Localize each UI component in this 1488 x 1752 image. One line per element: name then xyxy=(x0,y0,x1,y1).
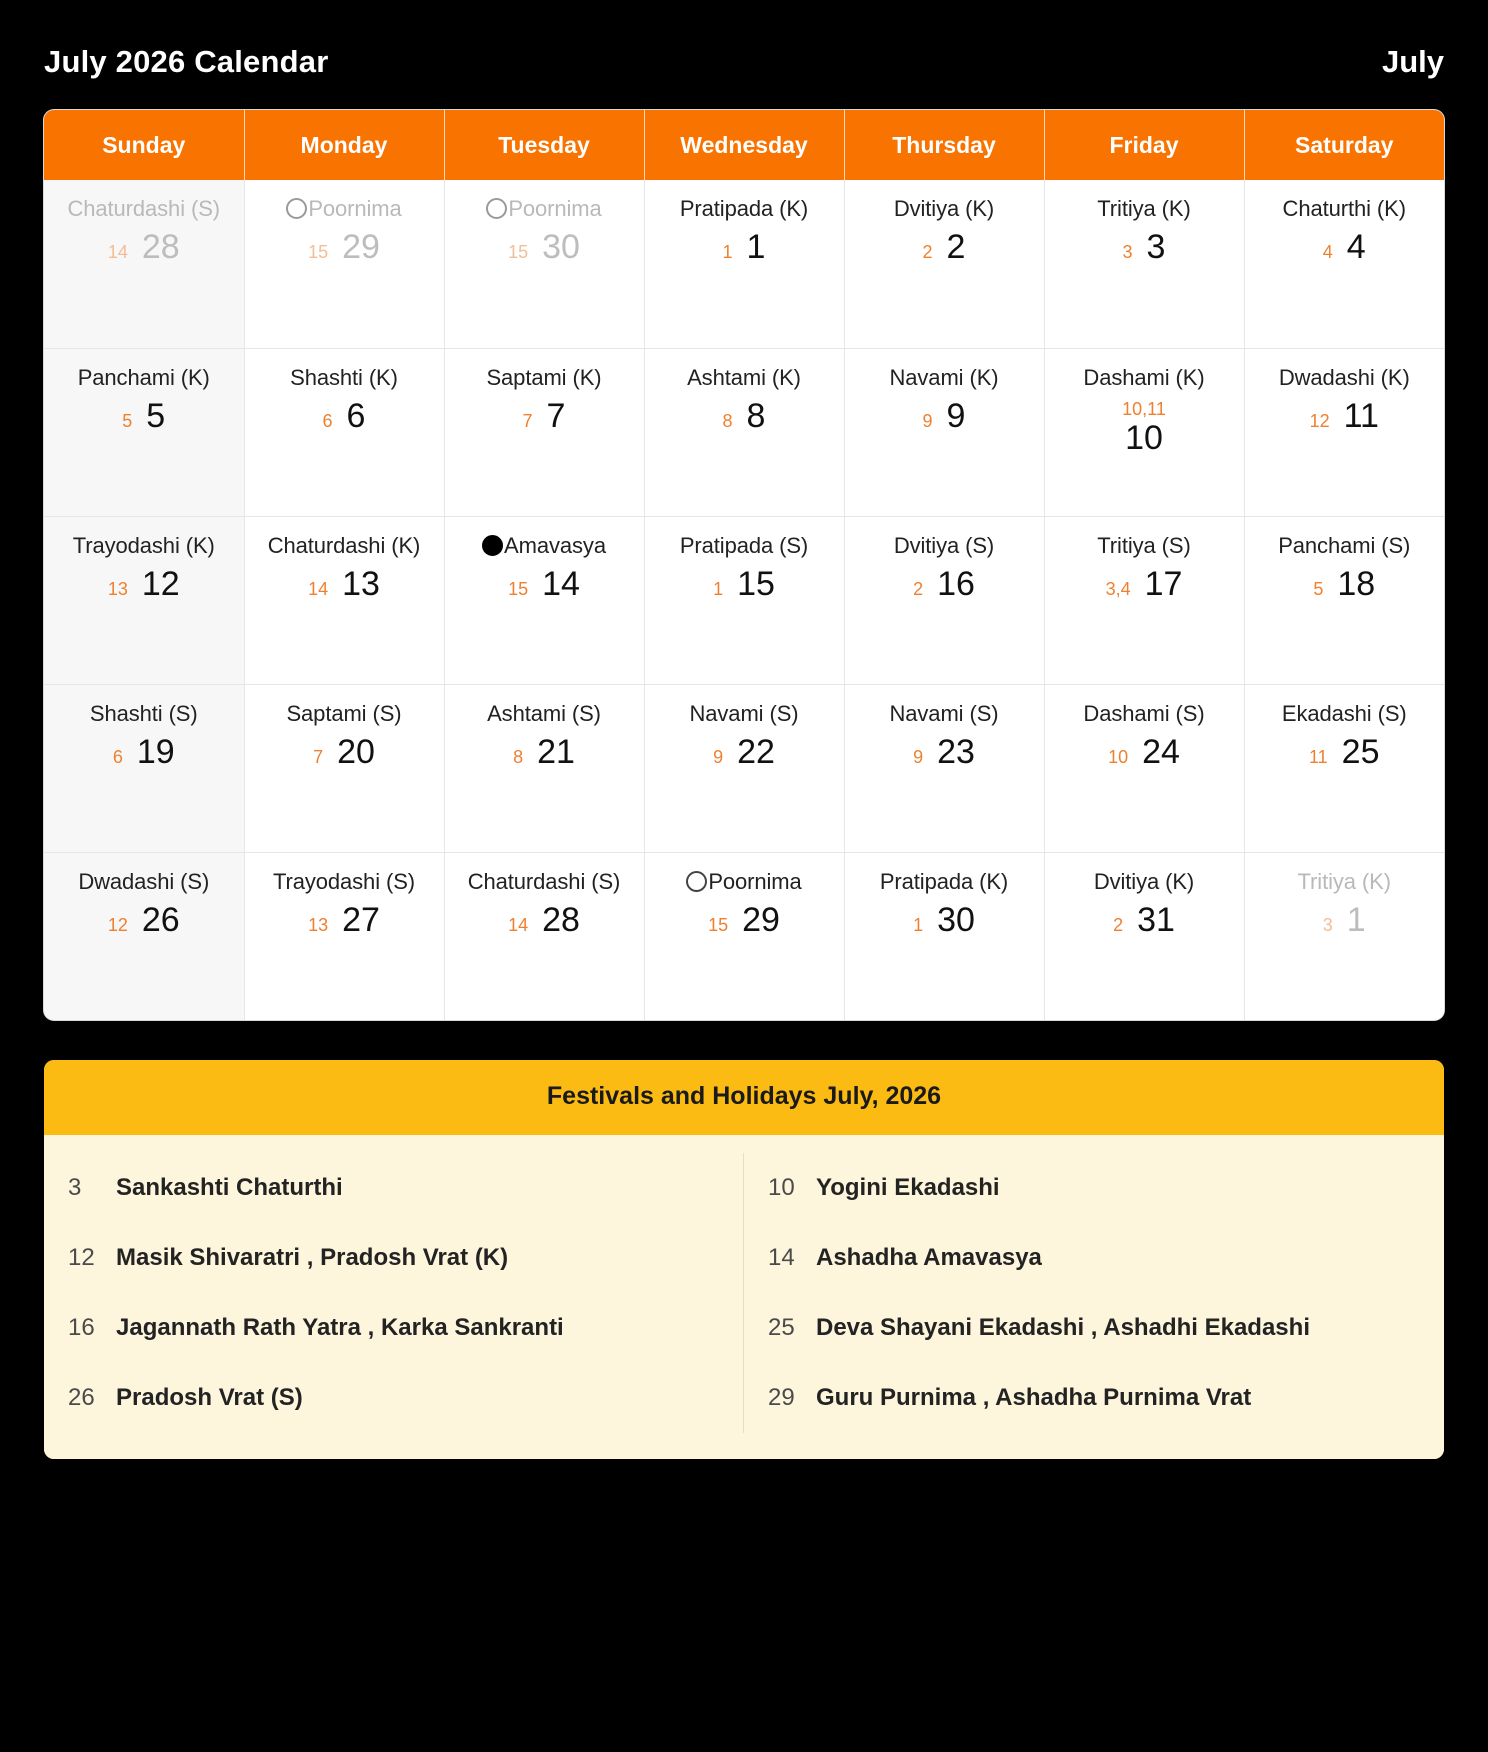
tithi-number: 9 xyxy=(713,746,724,767)
calendar-day-cell[interactable] xyxy=(644,516,844,684)
festival-list-item[interactable] xyxy=(68,1363,721,1433)
festival-date: 29 xyxy=(768,1384,795,1412)
tithi-label xyxy=(1057,363,1232,392)
tithi-text: Dashami (K) xyxy=(1083,364,1205,390)
tithi-label xyxy=(457,867,632,896)
calendar-week-row xyxy=(44,516,1444,684)
tithi-number: 10,11 xyxy=(1122,398,1166,419)
tithi-label xyxy=(1257,699,1433,728)
tithi-label xyxy=(1057,699,1232,728)
tithi-number: 9 xyxy=(922,410,933,431)
tithi-label xyxy=(457,194,632,223)
day-number: 9 xyxy=(946,396,966,435)
festivals-column-right xyxy=(744,1153,1444,1433)
tithi-number: 1 xyxy=(713,578,724,599)
calendar-day-cell[interactable] xyxy=(1244,516,1444,684)
tithi-label xyxy=(657,699,832,728)
calendar-day-cell[interactable] xyxy=(644,684,844,852)
day-number: 4 xyxy=(1346,228,1366,267)
day-number-row xyxy=(257,398,432,435)
day-number-row xyxy=(657,566,832,603)
tithi-number: 8 xyxy=(722,410,733,431)
festival-list-item[interactable] xyxy=(768,1363,1422,1433)
day-number: 26 xyxy=(141,900,180,939)
month-label: July xyxy=(1381,44,1444,79)
festival-date: 16 xyxy=(68,1314,95,1342)
calendar-day-cell[interactable] xyxy=(444,180,644,348)
day-number-row xyxy=(457,398,632,435)
day-number: 1 xyxy=(746,228,766,267)
festivals-panel xyxy=(44,1060,1444,1459)
festival-date: 25 xyxy=(768,1314,795,1342)
tithi-number: 3,4 xyxy=(1105,578,1131,599)
tithi-number: 1 xyxy=(722,242,733,263)
day-number-row xyxy=(1257,229,1433,266)
tithi-label xyxy=(1257,867,1433,896)
full-moon-icon xyxy=(686,871,707,892)
calendar-container xyxy=(44,110,1444,1020)
tithi-text: Chaturdashi (K) xyxy=(267,532,421,558)
tithi-label xyxy=(857,363,1032,392)
tithi-number: 6 xyxy=(322,410,333,431)
tithi-text: Saptami (S) xyxy=(286,700,402,726)
calendar-day-cell[interactable] xyxy=(844,684,1044,852)
tithi-number: 10 xyxy=(1108,746,1129,767)
day-number-row xyxy=(56,902,232,939)
tithi-label xyxy=(257,699,432,728)
calendar-week-row xyxy=(44,684,1444,852)
tithi-text: Pratipada (S) xyxy=(679,532,809,558)
day-number-row xyxy=(1257,566,1433,603)
tithi-number: 15 xyxy=(708,914,729,935)
tithi-text: Ashtami (S) xyxy=(487,700,601,726)
tithi-number: 9 xyxy=(913,746,924,767)
tithi-label xyxy=(56,363,232,392)
festival-date: 14 xyxy=(768,1244,795,1272)
festival-name: Deva Shayani Ekadashi , Ashadhi Ekadashi xyxy=(816,1314,1310,1342)
calendar-week-row xyxy=(44,348,1444,516)
tithi-number: 14 xyxy=(508,914,529,935)
tithi-text: Saptami (K) xyxy=(486,364,602,390)
calendar-day-cell[interactable] xyxy=(44,684,244,852)
tithi-number: 7 xyxy=(313,746,324,767)
calendar-day-cell[interactable] xyxy=(844,852,1044,1020)
day-number: 10 xyxy=(1125,419,1163,458)
calendar-day-cell[interactable] xyxy=(1044,348,1244,516)
day-number-row xyxy=(857,902,1032,939)
day-number-row xyxy=(257,734,432,771)
day-number: 6 xyxy=(346,396,366,435)
calendar-day-cell[interactable] xyxy=(244,348,444,516)
day-number: 30 xyxy=(937,900,975,939)
tithi-number: 8 xyxy=(513,746,524,767)
day-number-row xyxy=(257,902,432,939)
tithi-text: Poornima xyxy=(308,196,402,221)
tithi-number: 4 xyxy=(1322,242,1333,263)
tithi-text: Dvitiya (K) xyxy=(1093,868,1195,894)
tithi-label xyxy=(1257,194,1433,223)
tithi-text: Navami (S) xyxy=(689,700,799,726)
tithi-label xyxy=(257,867,432,896)
tithi-text: Chaturdashi (S) xyxy=(467,868,621,894)
tithi-text: Dwadashi (S) xyxy=(78,868,210,894)
tithi-text: Dashami (S) xyxy=(1083,700,1205,726)
tithi-number: 14 xyxy=(308,578,329,599)
tithi-label xyxy=(857,194,1032,223)
weekday-header-tuesday: Tuesday xyxy=(444,110,644,180)
tithi-label xyxy=(857,531,1032,560)
calendar-day-cell[interactable] xyxy=(1244,348,1444,516)
day-number: 19 xyxy=(136,732,175,771)
festival-date: 3 xyxy=(68,1174,82,1201)
tithi-label xyxy=(657,531,832,560)
full-moon-icon xyxy=(486,198,507,219)
tithi-text: Panchami (K) xyxy=(77,364,210,390)
day-number: 14 xyxy=(542,564,580,603)
tithi-label xyxy=(56,531,232,560)
day-number-row xyxy=(657,229,832,266)
tithi-text: Chaturdashi (S) xyxy=(67,196,221,221)
weekday-header-monday: Monday xyxy=(244,110,444,180)
calendar-day-cell[interactable] xyxy=(244,516,444,684)
tithi-text: Panchami (S) xyxy=(1278,532,1411,558)
tithi-number: 13 xyxy=(107,578,128,599)
tithi-number: 1 xyxy=(913,914,924,935)
day-number-row xyxy=(657,398,832,435)
festivals-column-left xyxy=(44,1153,744,1433)
tithi-label xyxy=(1057,867,1232,896)
day-number-row xyxy=(457,566,632,603)
day-number: 18 xyxy=(1337,564,1376,603)
tithi-text: Amavasya xyxy=(504,532,606,558)
weekday-header-sunday: Sunday xyxy=(44,110,244,180)
day-number: 29 xyxy=(742,900,780,939)
calendar-day-cell[interactable] xyxy=(844,516,1044,684)
calendar-day-cell[interactable] xyxy=(444,348,644,516)
day-number-row xyxy=(56,229,232,266)
tithi-label xyxy=(257,531,432,560)
day-number-row xyxy=(257,229,432,266)
tithi-text: Shashti (K) xyxy=(290,364,398,390)
calendar-day-cell[interactable] xyxy=(44,852,244,1020)
festival-list-item[interactable] xyxy=(768,1153,1422,1223)
day-number-row xyxy=(1057,902,1232,939)
full-moon-icon xyxy=(286,198,307,219)
festival-list-item[interactable] xyxy=(68,1153,721,1223)
calendar-day-cell[interactable] xyxy=(44,348,244,516)
calendar-day-cell[interactable] xyxy=(644,852,844,1020)
festival-name: Guru Purnima , Ashadha Purnima Vrat xyxy=(816,1384,1252,1412)
calendar-day-cell[interactable] xyxy=(1244,684,1444,852)
festival-list-item[interactable] xyxy=(768,1293,1422,1363)
tithi-label xyxy=(56,867,232,896)
tithi-number: 15 xyxy=(508,242,529,263)
calendar-day-cell[interactable] xyxy=(244,684,444,852)
calendar-day-cell[interactable] xyxy=(444,852,644,1020)
festival-list-item[interactable] xyxy=(768,1223,1422,1293)
day-number-row xyxy=(1257,398,1433,435)
calendar-day-cell[interactable] xyxy=(1044,852,1244,1020)
day-number-row xyxy=(457,902,632,939)
tithi-label xyxy=(657,194,832,223)
tithi-label xyxy=(56,699,232,728)
day-number: 25 xyxy=(1341,732,1380,771)
tithi-number: 14 xyxy=(107,242,128,263)
tithi-label xyxy=(457,699,632,728)
page-header xyxy=(44,0,1444,110)
tithi-number: 3 xyxy=(1322,914,1333,935)
day-number: 27 xyxy=(342,900,380,939)
day-number-row xyxy=(857,229,1032,266)
tithi-text: Trayodashi (K) xyxy=(72,532,215,558)
tithi-text: Dvitiya (K) xyxy=(893,196,995,221)
festival-name: Masik Shivaratri , Pradosh Vrat (K) xyxy=(116,1244,509,1272)
day-number-row xyxy=(257,566,432,603)
day-number: 23 xyxy=(937,732,975,771)
tithi-label xyxy=(657,867,832,896)
tithi-label xyxy=(1057,531,1232,560)
tithi-text: Ekadashi (S) xyxy=(1281,700,1407,726)
day-number-row xyxy=(457,734,632,771)
day-number: 24 xyxy=(1142,732,1180,771)
calendar-day-cell[interactable] xyxy=(1044,684,1244,852)
tithi-text: Navami (S) xyxy=(889,700,999,726)
day-number-row xyxy=(857,734,1032,771)
calendar-day-cell[interactable] xyxy=(44,516,244,684)
calendar-week-row xyxy=(44,180,1444,348)
tithi-number: 2 xyxy=(922,242,933,263)
day-number-row xyxy=(1057,734,1232,771)
tithi-number: 3 xyxy=(1122,242,1133,263)
tithi-number: 6 xyxy=(112,746,123,767)
weekday-header-thursday: Thursday xyxy=(844,110,1044,180)
day-number-row xyxy=(657,902,832,939)
calendar-body xyxy=(44,180,1444,1020)
tithi-label xyxy=(1057,194,1232,223)
day-number: 5 xyxy=(146,396,166,435)
tithi-text: Tritiya (K) xyxy=(1097,196,1191,221)
festival-name: Yogini Ekadashi xyxy=(816,1174,1000,1201)
calendar-day-cell[interactable] xyxy=(444,684,644,852)
tithi-label xyxy=(56,194,232,223)
festival-date: 10 xyxy=(768,1174,795,1201)
calendar-day-cell[interactable] xyxy=(844,348,1044,516)
tithi-text: Navami (K) xyxy=(889,364,999,390)
calendar-day-cell[interactable] xyxy=(44,180,244,348)
tithi-text: Pratipada (K) xyxy=(879,868,1009,894)
tithi-text: Chaturthi (K) xyxy=(1282,196,1406,221)
festivals-body xyxy=(44,1135,1444,1459)
calendar-day-cell[interactable] xyxy=(444,516,644,684)
day-number: 11 xyxy=(1343,396,1379,435)
new-moon-icon xyxy=(482,535,503,556)
tithi-text: Trayodashi (S) xyxy=(272,868,416,894)
tithi-text: Pratipada (K) xyxy=(679,196,809,221)
festival-list-item[interactable] xyxy=(68,1223,721,1293)
festival-name: Ashadha Amavasya xyxy=(816,1244,1042,1272)
tithi-label xyxy=(857,867,1032,896)
festival-date: 26 xyxy=(68,1384,95,1412)
tithi-label xyxy=(257,194,432,223)
calendar-day-cell[interactable] xyxy=(1244,852,1444,1020)
day-number-row xyxy=(1257,902,1433,939)
page-title: July 2026 Calendar xyxy=(44,44,329,79)
festival-list-item[interactable] xyxy=(68,1293,721,1363)
day-number: 28 xyxy=(542,900,580,939)
tithi-label xyxy=(457,531,632,560)
festival-name: Sankashti Chaturthi xyxy=(116,1174,343,1201)
day-number-row xyxy=(1057,398,1232,458)
day-number: 7 xyxy=(546,396,566,435)
day-number: 29 xyxy=(342,228,380,267)
day-number: 22 xyxy=(737,732,775,771)
day-number-row xyxy=(857,398,1032,435)
tithi-number: 2 xyxy=(1113,914,1124,935)
day-number: 1 xyxy=(1346,900,1366,939)
tithi-number: 12 xyxy=(107,914,128,935)
day-number-row xyxy=(857,566,1032,603)
weekday-header-row xyxy=(44,110,1444,180)
day-number: 31 xyxy=(1137,900,1175,939)
day-number: 17 xyxy=(1144,564,1183,603)
festival-name: Pradosh Vrat (S) xyxy=(116,1384,303,1412)
day-number: 16 xyxy=(937,564,975,603)
tithi-number: 13 xyxy=(308,914,329,935)
tithi-text: Shashti (S) xyxy=(89,700,198,726)
day-number-row xyxy=(457,229,632,266)
day-number-row xyxy=(56,734,232,771)
day-number: 13 xyxy=(342,564,380,603)
weekday-header-wednesday: Wednesday xyxy=(644,110,844,180)
day-number-row xyxy=(56,566,232,603)
tithi-text: Dvitiya (S) xyxy=(893,532,995,558)
day-number-row xyxy=(56,398,232,435)
calendar-day-cell[interactable] xyxy=(644,180,844,348)
day-number: 12 xyxy=(141,564,180,603)
day-number: 2 xyxy=(946,228,966,267)
festival-date: 12 xyxy=(68,1244,95,1272)
weekday-header-saturday: Saturday xyxy=(1244,110,1444,180)
tithi-label xyxy=(1257,363,1433,392)
tithi-number: 7 xyxy=(522,410,533,431)
day-number-row xyxy=(657,734,832,771)
tithi-number: 15 xyxy=(308,242,329,263)
tithi-text: Ashtami (K) xyxy=(687,364,801,390)
tithi-label xyxy=(257,363,432,392)
tithi-number: 5 xyxy=(122,410,133,431)
day-number-row xyxy=(1257,734,1433,771)
tithi-number: 12 xyxy=(1309,410,1330,431)
tithi-number: 5 xyxy=(1313,578,1324,599)
calendar-day-cell[interactable] xyxy=(244,852,444,1020)
day-number: 8 xyxy=(746,396,766,435)
tithi-text: Tritiya (S) xyxy=(1097,532,1191,558)
day-number-row xyxy=(1057,229,1232,266)
day-number: 30 xyxy=(542,228,580,267)
festivals-heading: Festivals and Holidays July, 2026 xyxy=(44,1060,1444,1135)
calendar-week-row xyxy=(44,852,1444,1020)
tithi-label xyxy=(457,363,632,392)
calendar-day-cell[interactable] xyxy=(244,180,444,348)
tithi-text: Dwadashi (K) xyxy=(1278,364,1410,390)
calendar-day-cell[interactable] xyxy=(844,180,1044,348)
tithi-text: Tritiya (K) xyxy=(1297,868,1391,894)
calendar-day-cell[interactable] xyxy=(1244,180,1444,348)
calendar-day-cell[interactable] xyxy=(644,348,844,516)
calendar-day-cell[interactable] xyxy=(1044,180,1244,348)
tithi-label xyxy=(1257,531,1433,560)
day-number: 15 xyxy=(737,564,775,603)
weekday-header-friday: Friday xyxy=(1044,110,1244,180)
festival-name: Jagannath Rath Yatra , Karka Sankranti xyxy=(116,1314,564,1342)
day-number: 20 xyxy=(337,732,375,771)
day-number: 3 xyxy=(1146,228,1166,267)
tithi-number: 2 xyxy=(913,578,924,599)
tithi-number: 11 xyxy=(1308,746,1328,767)
tithi-label xyxy=(657,363,832,392)
calendar-table xyxy=(44,110,1444,1020)
tithi-text: Poornima xyxy=(708,868,802,894)
day-number: 21 xyxy=(537,732,575,771)
tithi-label xyxy=(857,699,1032,728)
calendar-day-cell[interactable] xyxy=(1044,516,1244,684)
tithi-number: 15 xyxy=(508,578,529,599)
tithi-text: Poornima xyxy=(508,196,602,221)
day-number-row xyxy=(1057,566,1232,603)
day-number: 28 xyxy=(141,228,180,267)
